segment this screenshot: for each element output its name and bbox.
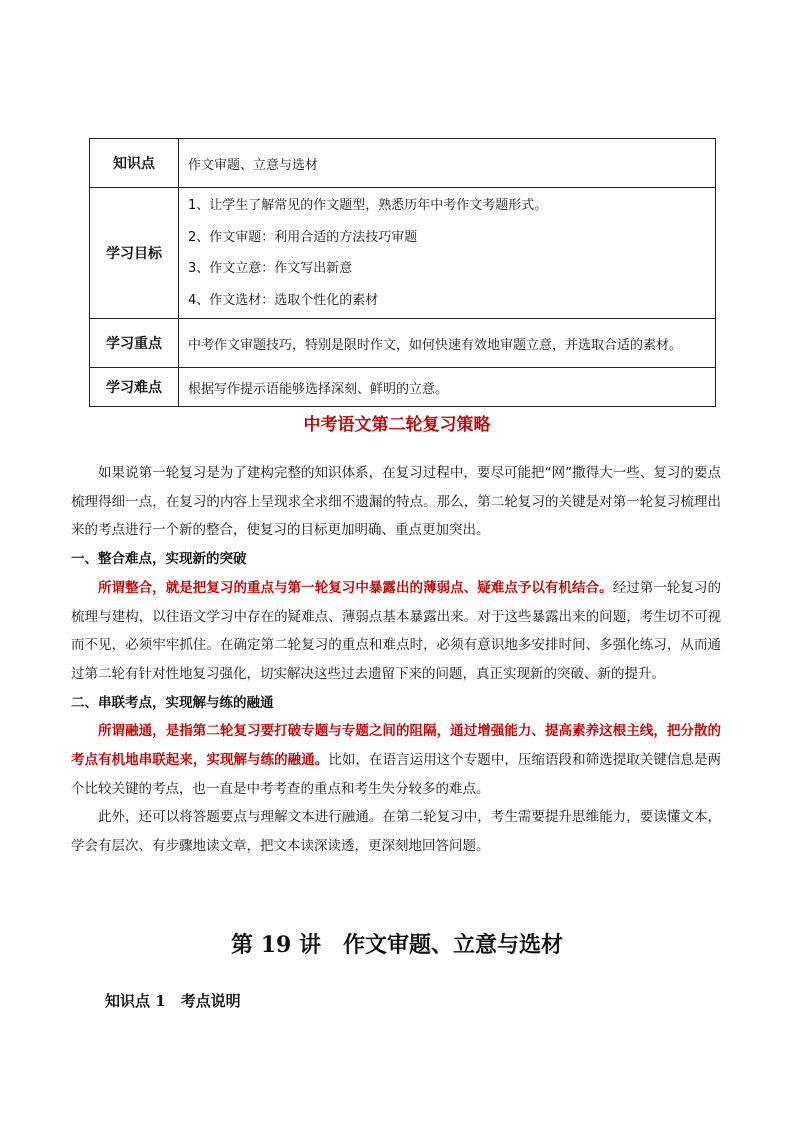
section-paragraph [71,574,721,689]
section-heading: 二、串联考点，实现解与练的融通 [71,694,274,711]
table-row [90,139,716,188]
table-row [90,319,716,368]
article-title: 中考语文第二轮复习策略 [303,415,491,435]
table-row [90,188,716,319]
highlight-text: 所谓整合，就是把复习的重点与第一轮复习中暴露出的薄弱点、疑难点予以有机结合。 [98,579,613,596]
section-heading: 一、整合难点，实现新的突破 [71,551,247,568]
knowledge-point-heading: 知识点 1 考点说明 [105,992,241,1010]
learning-goals-cell [179,188,716,319]
row-label: 学习目标 [90,188,179,319]
row-value: 作文审题、立意与选材 [179,139,716,188]
highlight-text: 所谓融通，是指第二轮复习要打破专题与专题之间的阻隔，通过增强能力、提高素养这根主线，把分散的考点有机地串联起来，实现解与练的融通。 [71,723,721,769]
paragraph-text: 比如，在语言运用这个专题中，压缩语段和筛选提取关键信息是两个比较关键的考点，也一直是中考考查的重点和考生失分较多的难点。 [71,752,722,797]
paragraph-text: 经过第一轮复习的梳理与建构，以往语文学习中存在的疑难点、薄弱点基本暴露出来。对于这些暴露出来的问题，考生切不可视而不见，必须牢牢抓住。在确定第二轮复习的重点和难点时，必须有意识地多安排时间、多强化练习，从而通过第二轮有针对性地复习强化，切实解决这些过去遗留下来的问题，真正实现新的突破、新的提升。 [71,579,721,682]
row-label: 学习难点 [90,368,179,407]
goal-item: 2、作文审题：利用合适的方法技巧审题 [188,229,418,245]
closing-paragraph: 此外，还可以将答题要点与理解文本进行融通。在第二轮复习中，考生需要提升思维能力，要读懂文本，学会有层次、有步骤地读文章，把文本读深读透，更深刻地回答问题。 [71,809,721,855]
lesson-info-table [89,138,716,407]
intro-paragraph: 如果说第一轮复习是为了建构完整的知识体系，在复习过程中，要尽可能把“网”撒得大一些、复习的要点梳理得细一点，在复习的内容上呈现求全求细不遗漏的特点。那么，第二轮复习的关键是对第一轮复习梳理出来的考点进行一个新的整合，使复习的目标更加明确、重点更加突出。 [71,465,721,539]
row-label: 知识点 [90,139,179,188]
goal-item: 4、作文选材：选取个性化的素材 [188,292,379,308]
row-label: 学习重点 [90,319,179,368]
lecture-title: 第 19 讲 作文审题、立意与选材 [231,932,563,958]
table-row [90,368,716,407]
goal-item: 1、让学生了解常见的作文题型，熟悉历年中考作文考题形式。 [188,198,548,213]
row-value: 根据写作提示语能够选择深刻、鲜明的立意。 [179,368,716,407]
goal-item: 3、作文立意：作文写出新意 [188,261,353,276]
row-value: 中考作文审题技巧，特别是限时作文，如何快速有效地审题立意，并选取合适的素材。 [179,319,716,368]
section-paragraph [71,717,721,803]
article-body [71,459,721,861]
